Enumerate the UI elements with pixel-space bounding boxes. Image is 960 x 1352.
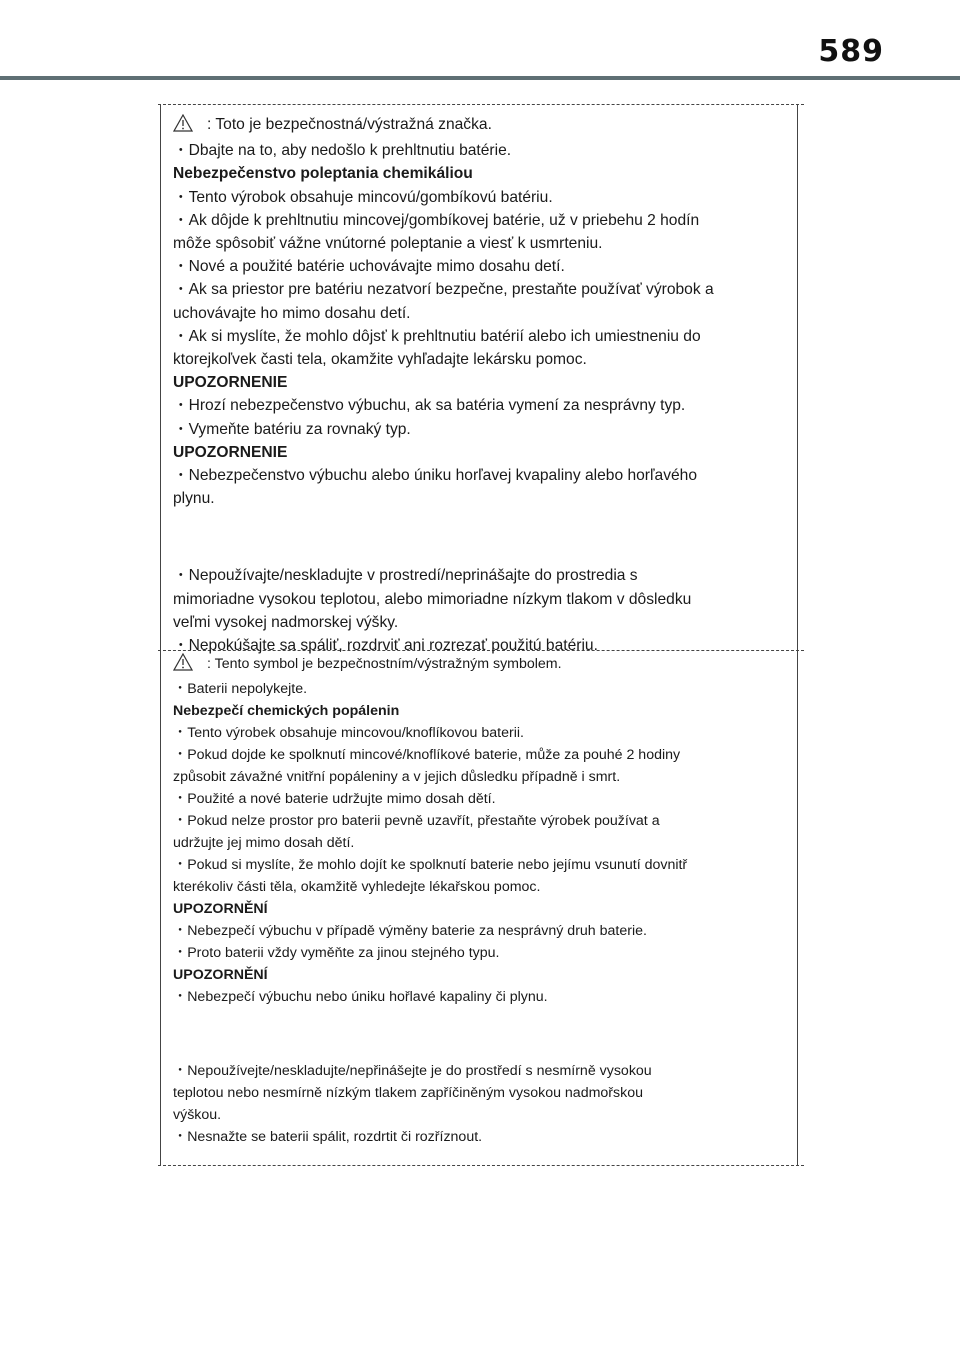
header-rule	[0, 76, 960, 80]
text-line: ・Nepokúšajte sa spáliť, rozdrviť ani rozrezať použitú batériu.	[173, 637, 598, 655]
text-line: veľmi vysokej nadmorskej výšky.	[173, 613, 399, 631]
section-heading: Nebezpečenstvo poleptania chemikáliou	[173, 165, 473, 183]
text-line: uchovávajte ho mimo dosahu detí.	[173, 304, 411, 322]
page-number: 589	[818, 34, 884, 69]
text-line: ・Použité a nové baterie udržujte mimo dosah dětí.	[173, 791, 496, 807]
text-line: ・Nepoužívajte/neskladujte v prostredí/neprinášajte do prostredia s	[173, 567, 638, 585]
warning-triangle-icon	[173, 114, 193, 139]
text-line: ・Nové a použité batérie uchovávajte mimo dosahu detí.	[173, 258, 565, 276]
symbol-note-line	[173, 113, 783, 139]
text-line: ・Tento výrobek obsahuje mincovou/knoflíkovou baterii.	[173, 725, 524, 741]
text-line: ・Ak dôjde k prehltnutiu mincovej/gombíkovej batérie, už v priebehu 2 hodín	[173, 211, 700, 229]
section-heading: UPOZORNENIE	[173, 374, 288, 392]
text-line: ・Hrozí nebezpečenstvo výbuchu, ak sa batéria vymení za nesprávny typ.	[173, 397, 686, 415]
text-line: ・Tento výrobok obsahuje mincovú/gombíkovú batériu.	[173, 188, 553, 206]
section-heading: UPOZORNĚNÍ	[173, 967, 268, 983]
paragraph-gap	[173, 1024, 783, 1044]
text-line: kterékoliv části těla, okamžitě vyhledejte lékařskou pomoc.	[173, 879, 541, 895]
czech-text-lines	[173, 678, 783, 1148]
text-line: ・Vymeňte batériu za rovnaký typ.	[173, 420, 411, 438]
text-line: môže spôsobiť vážne vnútorné poleptanie a viesť k usmrteniu.	[173, 235, 603, 253]
text-line: ・Nebezpečí výbuchu v případě výměny baterie za nesprávný druh baterie.	[173, 923, 647, 939]
text-line: ・Nebezpečenstvo výbuchu alebo úniku horľavej kvapaliny alebo horľavého	[173, 467, 698, 485]
text-line: ・Nebezpečí výbuchu nebo úniku hořlavé kapaliny či plynu.	[173, 989, 548, 1005]
section-heading: UPOZORNĚNÍ	[173, 901, 268, 917]
text-line: udržujte jej mimo dosah dětí.	[173, 835, 355, 851]
section-heading: UPOZORNENIE	[173, 443, 288, 461]
text-line: teplotou nebo nesmírně nízkým tlakem zapříčiněným vysokou nadmořskou	[173, 1085, 643, 1101]
text-line: způsobit závažné vnitřní popáleniny a v jejich důsledku případně i smrt.	[173, 769, 621, 785]
symbol-note-text: : Tento symbol je bezpečnostním/výstražným symbolem.	[207, 656, 562, 672]
text-line: ・Ak si myslíte, že mohlo dôjsť k prehltnutiu batérií alebo ich umiestneniu do	[173, 327, 701, 345]
slovak-text-lines	[173, 139, 783, 657]
section-heading: Nebezpečí chemických popálenin	[173, 703, 400, 719]
text-line: ・Nesnažte se baterii spálit, rozdrtit či rozříznout.	[173, 1129, 483, 1145]
text-line: ・Proto baterii vždy vyměňte za jinou stejného typu.	[173, 945, 500, 961]
symbol-note-text: : Toto je bezpečnostná/výstražná značka.	[207, 116, 492, 133]
text-line: ・Ak sa priestor pre batériu nezatvorí bezpečne, prestaňte používať výrobok a	[173, 281, 714, 299]
paragraph-gap	[173, 526, 783, 548]
text-line: ktorejkoľvek časti tela, okamžite vyhľadajte lekársku pomoc.	[173, 351, 587, 369]
text-line: ・Baterii nepolykejte.	[173, 681, 308, 697]
text-line: mimoriadne vysokou teplotou, alebo mimoriadne nízkym tlakom v dôsledku	[173, 590, 692, 608]
text-line: výškou.	[173, 1107, 222, 1123]
warning-triangle-icon	[173, 653, 193, 678]
czech-battery-notice	[173, 653, 783, 1148]
text-line: ・Dbajte na to, aby nedošlo k prehltnutiu batérie.	[173, 142, 512, 160]
symbol-note-line	[173, 653, 783, 678]
text-line: ・Pokud si myslíte, že mohlo dojít ke spolknutí baterie nebo jejímu vsunutí dovnitř	[173, 857, 688, 873]
frame-top-dashed-border	[158, 104, 804, 105]
text-line: plynu.	[173, 490, 215, 508]
frame-bottom-dashed-border	[158, 1165, 804, 1166]
text-line: ・Pokud dojde ke spolknutí mincové/knoflíkové baterie, může za pouhé 2 hodiny	[173, 747, 681, 763]
text-line: ・Pokud nelze prostor pro baterii pevně uzavřít, přestaňte výrobek používat a	[173, 813, 660, 829]
slovak-battery-notice	[173, 113, 783, 657]
text-line: ・Nepoužívejte/neskladujte/nepřinášejte je do prostředí s nesmírně vysokou	[173, 1063, 652, 1079]
